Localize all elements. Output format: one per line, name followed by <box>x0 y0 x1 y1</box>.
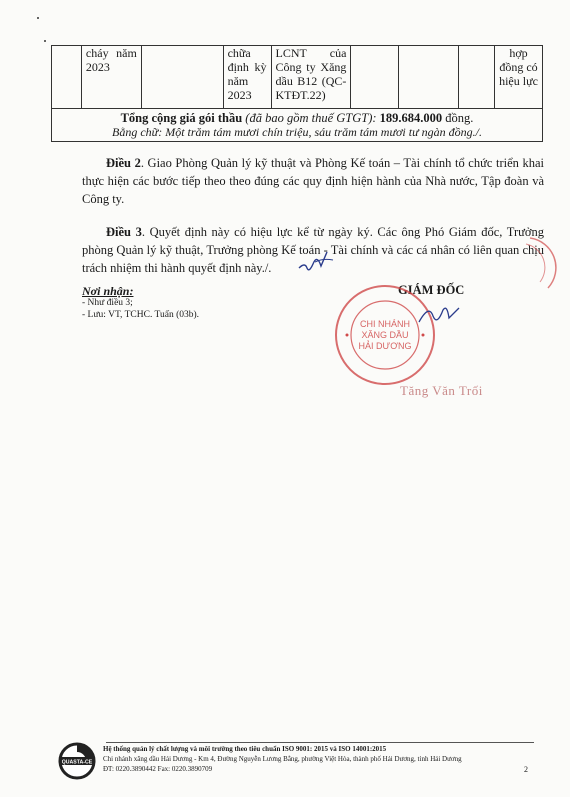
footer-contact: ĐT: 0220.3890442 Fax: 0220.3890709 <box>103 765 213 773</box>
total-unit: đồng. <box>445 111 474 125</box>
svg-text:XĂNG DẦU: XĂNG DẦU <box>361 330 409 340</box>
table-cell: chữa định kỳ năm 2023 <box>223 46 271 109</box>
amount-in-words: Bằng chữ: Một trăm tám mươi chín triệu, sáu trăm tám mươi tư ngàn đồng./. <box>112 125 482 139</box>
handwritten-signature-icon <box>415 302 463 328</box>
vat-note: (đã bao gồm thuế GTGT): <box>245 111 377 125</box>
table-cell <box>351 46 399 109</box>
table-cell: hợp đồng có hiệu lực <box>495 46 543 109</box>
article-text: . Quyết định này có hiệu lực kể từ ngày ký. Các ông Phó Giám đốc, Trưởng phòng Quản lý kỹ thuật, Trưởng phòng Kế toán - Tài chính và các cá nhân có liên quan chịu trách nhiệm thi hành quyết định này./. <box>82 225 544 275</box>
table-cell <box>459 46 495 109</box>
signer-position: GIÁM ĐỐC <box>398 283 465 297</box>
table-cell <box>399 46 459 109</box>
handwritten-check-icon <box>297 248 335 276</box>
svg-text:CHI NHÁNH: CHI NHÁNH <box>359 319 411 329</box>
scan-speck <box>37 17 39 19</box>
recipient-item: - Lưu: VT, TCHC. Tuấn (03b). <box>82 310 200 320</box>
total-row <box>52 109 543 142</box>
article-label: Điều 2 <box>106 156 141 170</box>
article-text: . Giao Phòng Quản lý kỹ thuật và Phòng Kế toán – Tài chính tổ chức triển khai thực hiện các bước tiếp theo theo đúng các quy định hiện hành của Nhà nước, Tập đoàn và Công ty. <box>82 156 544 206</box>
svg-text:HẢI DƯƠNG: HẢI DƯƠNG <box>358 341 412 351</box>
total-label: Tổng cộng giá gói thầu <box>120 111 243 125</box>
total-amount: 189.684.000 <box>379 111 443 125</box>
bid-package-table <box>51 45 543 142</box>
table-cell <box>141 46 223 109</box>
recipient-item: - Như điều 3; <box>82 298 133 308</box>
article-label: Điều 3 <box>106 225 142 239</box>
scan-speck <box>44 40 46 42</box>
stamp-edge-icon <box>524 236 560 292</box>
total-line <box>56 111 538 125</box>
table-cell: LCNT của Công ty Xăng dầu B12 (QC-KTĐT.22) <box>271 46 351 109</box>
certification-logo-icon <box>58 742 96 780</box>
company-stamp-icon <box>333 283 437 387</box>
table-cell: cháy năm 2023 <box>81 46 141 109</box>
footer-iso-line: Hệ thống quản lý chất lượng và môi trường theo tiêu chuẩn ISO 9001: 2015 và ISO 14001:2015 <box>103 745 387 753</box>
footer-address: Chi nhánh xăng dầu Hải Dương - Km 4, Đường Nguyễn Lương Bằng, phường Việt Hòa, thành phố Hải Dương, tỉnh Hải Dương <box>103 755 462 763</box>
footer-divider <box>106 742 534 743</box>
article-2 <box>82 154 544 208</box>
page-number: 2 <box>524 765 528 774</box>
signer-name: Tăng Văn Trối <box>400 383 483 398</box>
total-cell <box>52 109 543 142</box>
logo-text: QUASTA-CE <box>61 759 93 766</box>
table-cell <box>52 46 82 109</box>
recipients-title: Nơi nhận: <box>82 284 134 298</box>
table-row <box>52 46 543 109</box>
